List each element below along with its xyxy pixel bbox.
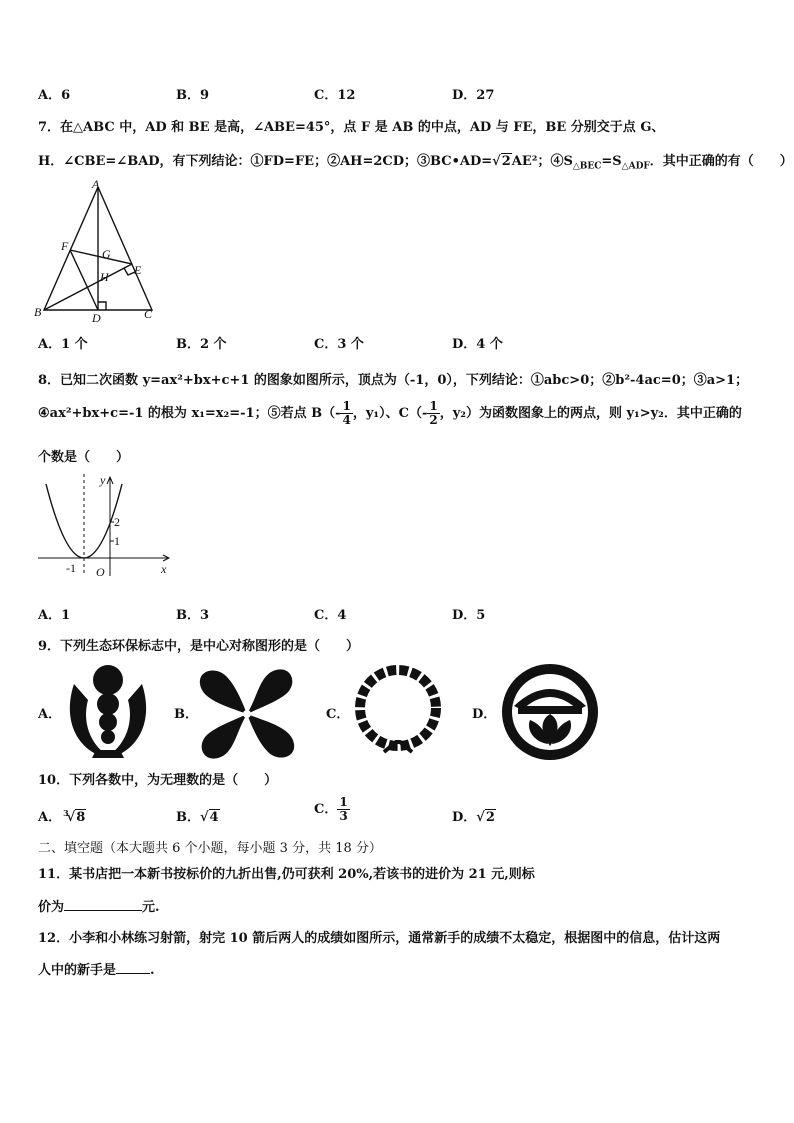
q6-option-d: D．27 [452,88,495,103]
q12-stem-line1: 12．小李和小林练习射箭，射完 10 箭后两人的成绩如图所示，通常新手的成绩不太稳定，根据图中的信息，估计这两 [38,931,721,946]
segment-fe [70,250,132,264]
cube-root-index: 3 [63,807,69,818]
radicand-b: 4 [209,810,219,825]
q8-fraction-2: $\frac{1}{2}$ [429,399,438,428]
q12-stem-line2: 人中的新手是 . [38,963,155,978]
q7-option-c: C．3 个 [314,337,364,352]
q9-option-b-label: B． [174,707,198,722]
section-2-heading: 二、填空题（本大题共 6 个小题，每小题 3 分，共 18 分） [38,841,382,856]
label-b: B [34,305,42,319]
q7-text-b: AE²；④S [511,154,573,169]
radicand-d: 2 [485,810,495,825]
q8-option-b: B．3 [176,608,210,623]
q9-logo-d [500,662,600,762]
q11-stem-line2: 价为 元. [38,900,160,915]
q7-option-a: A．1 个 [38,337,88,352]
q9-logo-a [62,664,154,760]
segment-fd [70,250,98,310]
q10-option-d: D．√2 [452,810,495,825]
q7-stem-line2 [38,150,793,172]
q8-text-b: ，y₁）、C（- [352,406,428,422]
q12-answer-blank [116,973,150,974]
q7-text-a: H．∠CBE=∠BAD，有下列结论：①FD=FE；②AH=2CD；③BC•AD= [38,154,493,169]
q8-option-a: A．1 [38,608,71,623]
q8-parabola-graph [36,472,176,582]
label-f: F [61,239,69,253]
q9-logo-c [346,662,450,762]
q8-stem-line2 [38,400,742,427]
label-h: H [100,270,109,284]
fraction-c: $\frac{1}{3}$ [339,795,348,824]
q10-stem: 10．下列各数中，为无理数的是（ ） [38,773,278,788]
label-origin: O [96,565,105,579]
label-neg1: -1 [66,561,76,575]
label-e: E [134,263,142,277]
q10-option-c: C． $\frac{1}{3}$ [314,795,348,824]
q6-option-a: A．6 [38,88,71,103]
label-x: x [161,562,167,576]
label-1: 1 [114,534,120,548]
q8-stem-line1: 8．已知二次函数 y=ax²+bx+c+1 的图象如图所示，顶点为（-1，0），下列结论：①abc>0；②b²-4ac=0；③a>1； [38,373,749,388]
q9-option-d-label: D． [472,707,497,722]
q7-text-d: ．其中正确的有（ ） [649,154,793,169]
q7-option-d: D．4 个 [452,337,503,352]
label-c: C [144,307,153,321]
q7-sub1: △BEC [572,161,602,172]
label-d: D [92,311,101,324]
q11-answer-blank [64,910,142,911]
q8-text-c: ，y₂）为函数图象上的两点，则 y₁>y₂．其中正确的 [439,406,742,422]
q9-option-c-label: C． [326,707,350,722]
q7-text-c: =S [601,154,622,169]
q8-option-d: D．5 [452,608,486,623]
q8-fraction-1: $\frac{1}{4}$ [342,399,351,428]
q6-option-c: C．12 [314,88,356,103]
label-2: 2 [114,515,120,529]
label-a: A [92,178,100,191]
label-g: G [102,247,111,261]
q9-stem: 9．下列生态环保标志中，是中心对称图形的是（ ） [38,639,360,654]
q8-option-c: C．4 [314,608,347,623]
q11-stem-line1: 11．某书店把一本新书按标价的九折出售,仍可获利 20%,若该书的进价为 21 元,则标 [38,867,535,882]
q7-option-b: B．2 个 [176,337,227,352]
q7-stem-line1: 7．在△ABC 中，AD 和 BE 是高，∠ABE=45°，点 F 是 AB 的中点，AD 与 FE，BE 分别交于点 G、 [38,120,665,135]
right-angle-d [98,302,106,310]
q9-option-a-label: A． [38,707,62,722]
q7-sub2: △ADF [621,161,650,172]
q10-option-b: B．√4 [176,810,219,825]
label-y: y [100,473,106,487]
q7-triangle-figure [34,178,164,324]
radicand-a: 8 [76,810,86,825]
q10-option-a: A． $^3$√8 [38,807,86,825]
q8-stem-line3: 个数是（ ） [38,450,130,465]
q6-option-b: B．9 [176,88,210,103]
q9-logo-b [196,666,298,762]
q7-sqrt: √2 [492,154,511,169]
q8-text-a: ④ax²+bx+c=-1 的根为 x₁=x₂=-1；⑤若点 B（- [38,406,341,422]
